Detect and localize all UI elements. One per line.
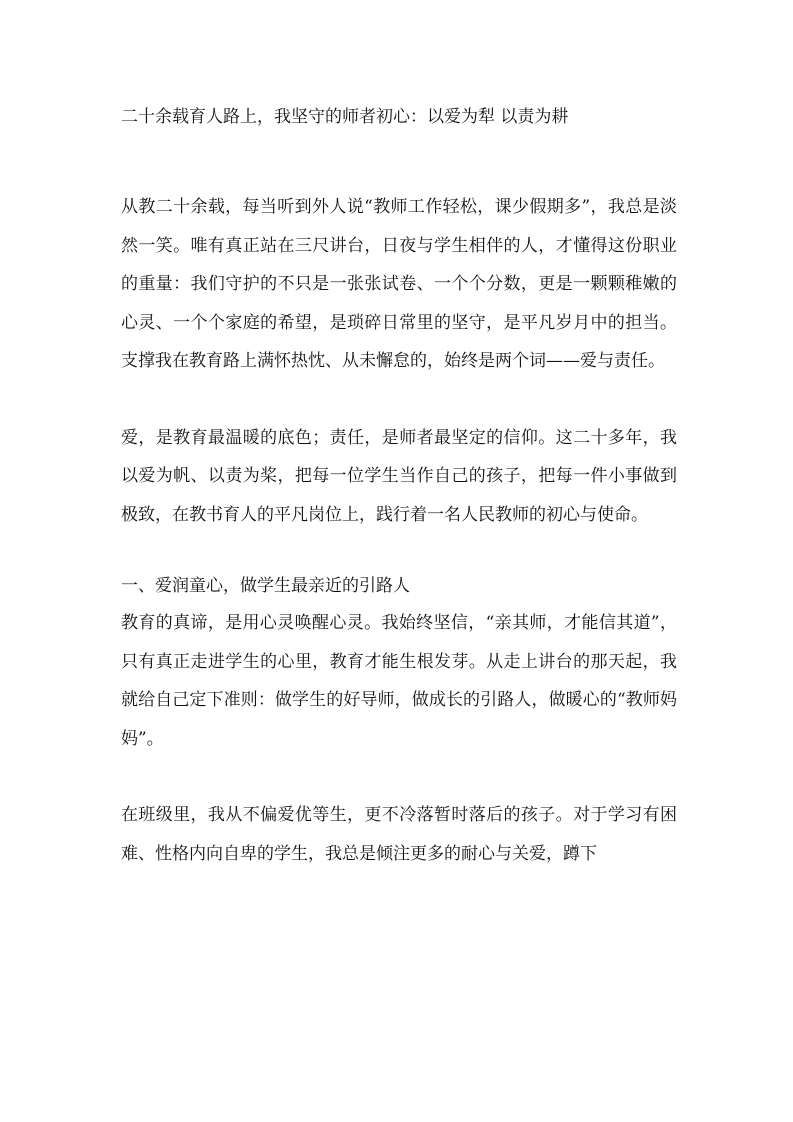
spacer: [121, 758, 677, 796]
intro-paragraph-2: 爱，是教育最温暖的底色；责任，是师者最坚定的信仰。这二十多年，我以爱为帆、以责为桨，把每一位学生当作自己的孩子，把每一件小事做到极致，在教书育人的平凡岗位上，践行着一名人民教师的初心与使命。: [121, 427, 677, 525]
section-heading: 一、爱润童心，做学生最亲近的引路人: [121, 576, 410, 596]
section-paragraph-2: 在班级里，我从不偏爱优等生，更不冷落暂时落后的孩子。对于学习有困难、性格内向自卑的学生，我总是倾注更多的耐心与关爱，蹲下: [121, 805, 677, 864]
spacer: [121, 381, 677, 419]
spacer: [121, 131, 677, 188]
intro-paragraph-1: 从教二十余载，每当听到外人说“教师工作轻松，课少假期多”，我总是淡然一笑。唯有真正站在三尺讲台，日夜与学生相伴的人，才懂得这份职业的重量：我们守护的不只是一张张试卷、一个个分数，更是一颗颗稚嫩的心灵、一个个家庭的希望，是琐碎日常里的坚守，是平凡岁月中的担当。支撑我在教育路上满怀热忱、从未懈怠的，始终是两个词——爱与责任。: [121, 197, 677, 371]
document-title: 二十余载育人路上，我坚守的师者初心：以爱为犁 以责为耕: [121, 107, 569, 127]
spacer: [121, 534, 677, 572]
section-paragraph-1: 教育的真谛，是用心灵唤醒心灵。我始终坚信，“亲其师，才能信其道”，只有真正走进学生的心里，教育才能生根发芽。从走上讲台的那天起，我就给自己定下准则：做学生的好导师，做成长的引路人，做暖心的“教师妈妈”。: [121, 613, 677, 749]
document-body: [121, 103, 677, 873]
